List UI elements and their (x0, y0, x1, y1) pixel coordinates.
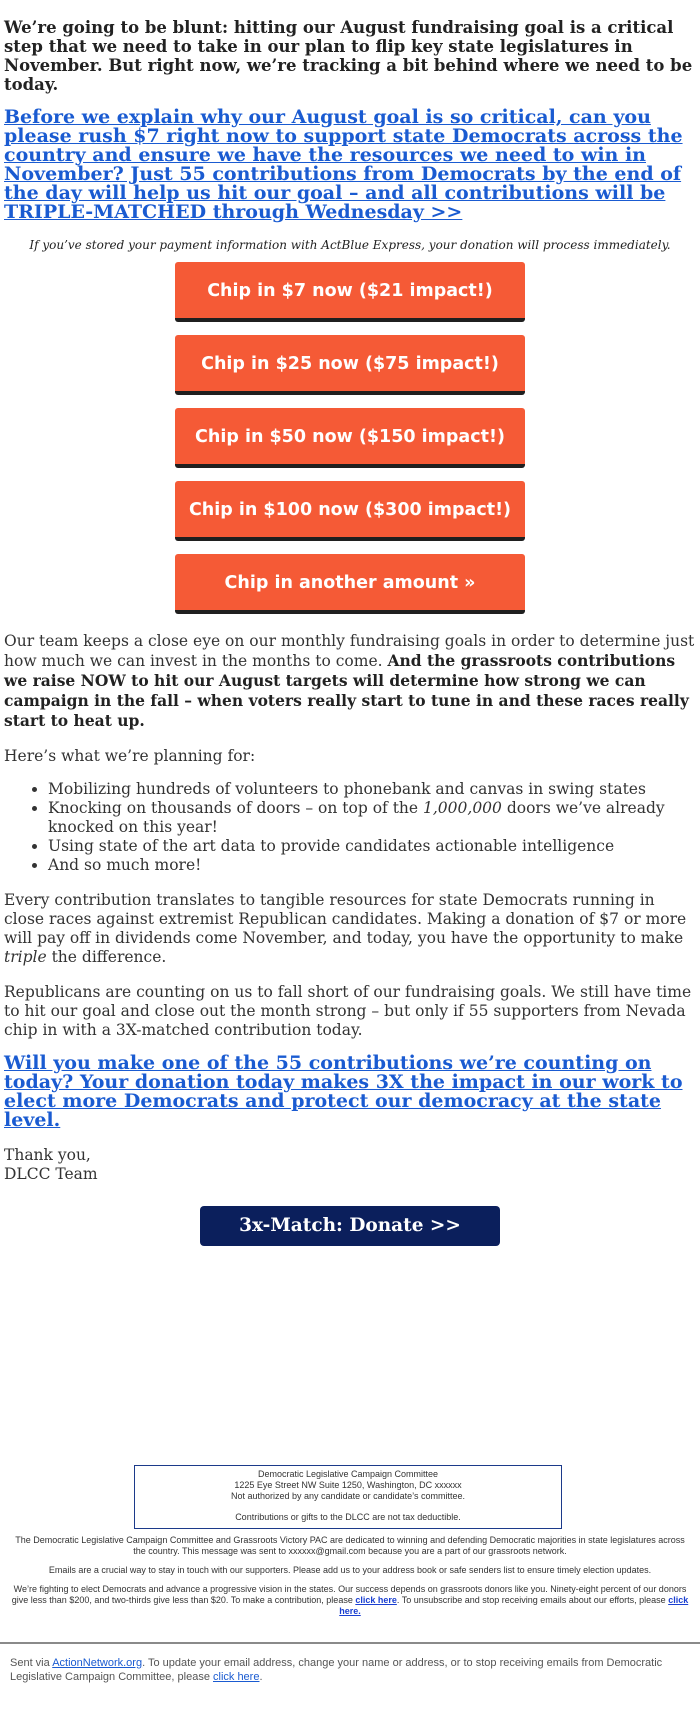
chip-25-button[interactable]: Chip in $25 now ($75 impact!) (175, 335, 525, 395)
chip-button-group (4, 262, 696, 614)
republicans-paragraph: Republicans are counting on us to fall short of our fundraising goals. We still have time to hit our goal and close out the month strong – but only if 55 supporters from Nevada chip in with a 3X-matched contribution today. (4, 983, 692, 1039)
chip-100-button[interactable]: Chip in $100 now ($300 impact!) (175, 481, 525, 541)
closing-donate-link[interactable]: Will you make one of the 55 contributions we’re counting on today? Your donation today makes 3X the impact in our work to elect more Democrats and protect our democracy at the state level. (4, 1052, 683, 1131)
org-name: Democratic Legislative Campaign Committee (257, 1469, 439, 1479)
footer-divider (0, 1642, 700, 1644)
email-body (0, 18, 700, 1246)
contribution-text: Every contribution translates to tangible resources for state Democrats running in close races against extremist Republican candidates. Making a donation of $7 or more will pay off in dividends come November, and today, you have the opportunity to make (4, 891, 687, 947)
team-paragraph-bold: And the grassroots contributions we raise NOW to hit our August targets will determine how strong we can campaign in the fall – when voters really start to tune in and these races really start to heat up. (4, 651, 689, 730)
footer-donors-mid: . To unsubscribe and stop receiving emails about our efforts, please (396, 1595, 669, 1605)
signoff-line2: DLCC Team (4, 1165, 98, 1183)
list-item-text: Knocking on thousands of doors – on top of the (48, 799, 424, 817)
intro-paragraph: We’re going to be blunt: hitting our August fundraising goal is a critical step that we need to take in our plan to flip key state legislatures in November. But right now, we’re tracking a bit behind where we need to be today. (4, 18, 693, 94)
plan-list (4, 780, 696, 875)
headline-donate-link[interactable]: Before we explain why our August goal is so critical, can you please rush $7 right now to support state Democrats across the country and ensure we have the resources we need to win in November? Just 55 contributions from Democrats by the end of the day will help us hit our goal – and all contributions will be TRIPLE-MATCHED through Wednesday >> (4, 106, 683, 223)
actblue-express-note: If you’ve stored your payment information with ActBlue Express, your donation will process immediately. (29, 238, 671, 252)
chip-50-button[interactable]: Chip in $50 now ($150 impact!) (175, 408, 525, 468)
team-paragraph (4, 632, 696, 731)
contribution-paragraph (4, 891, 696, 967)
list-item: • And so much more! (48, 856, 696, 875)
sent-via-text: Sent via (10, 1657, 53, 1669)
footer-donors-text: We’re fighting to elect Democrats and advance a progressive vision in the states. Our success depends on grassroots donors like you. Ninety-eight percent of our donors give less than $200, and two-thirds give less than $20. To make a contribution, please (11, 1584, 687, 1605)
contribution-italic: triple (4, 948, 47, 966)
footer-donors (8, 1584, 692, 1617)
sent-via-mid: . To update your email address, change your name or address, or to stop receiving emails from Democratic Legislative Campaign Committee, please (10, 1657, 663, 1683)
signoff-line1: Thank you, (4, 1146, 91, 1164)
list-item: • Using state of the art data to provide candidates actionable intelligence (48, 837, 696, 856)
doors-count: 1,000,000 (423, 799, 502, 817)
chip-other-amount-button[interactable]: Chip in another amount » (175, 554, 525, 614)
authorization-note: Not authorized by any candidate or candidate’s committee. (231, 1491, 465, 1501)
donate-button[interactable]: 3x-Match: Donate >> (200, 1206, 500, 1246)
team-paragraph-text: Our team keeps a close eye on our monthly fundraising goals in order to determine just how much we can invest in the months to come. (4, 632, 695, 670)
contribute-link[interactable]: click here (355, 1595, 397, 1605)
tax-note: Contributions or gifts to the DLCC are not tax deductible. (235, 1512, 461, 1522)
sent-via-end: . (259, 1671, 263, 1683)
sent-via-note (10, 1656, 680, 1684)
footer-mission: The Democratic Legislative Campaign Committee and Grassroots Victory PAC are dedicated to winning and defending Democratic majorities in state legislatures across the country. This message was sent to xxxxxx@gmail.com because you are a part of our grassroots network. (15, 1535, 685, 1556)
plan-intro: Here’s what we’re planning for: (4, 747, 256, 765)
disclaimer-box (134, 1465, 562, 1529)
signoff (4, 1146, 696, 1184)
list-item (48, 799, 696, 837)
update-email-link[interactable]: click here (213, 1671, 260, 1683)
contribution-tail: the difference. (46, 948, 167, 966)
org-address: 1225 Eye Street NW Suite 1250, Washington, DC xxxxxx (234, 1480, 462, 1490)
unsubscribe-link[interactable]: click here. (339, 1595, 689, 1616)
list-item-tail: doors we’ve already knocked on this year! (48, 799, 665, 836)
email-page (0, 18, 700, 1714)
actionnetwork-link[interactable]: ActionNetwork.org (52, 1657, 143, 1669)
list-item: • Mobilizing hundreds of volunteers to phonebank and canvas in swing states (48, 780, 696, 799)
footer-safe-senders: Emails are a crucial way to stay in touch with our supporters. Please add us to your address book or safe senders list to ensure timely election updates. (48, 1565, 652, 1575)
chip-7-button[interactable]: Chip in $7 now ($21 impact!) (175, 262, 525, 322)
